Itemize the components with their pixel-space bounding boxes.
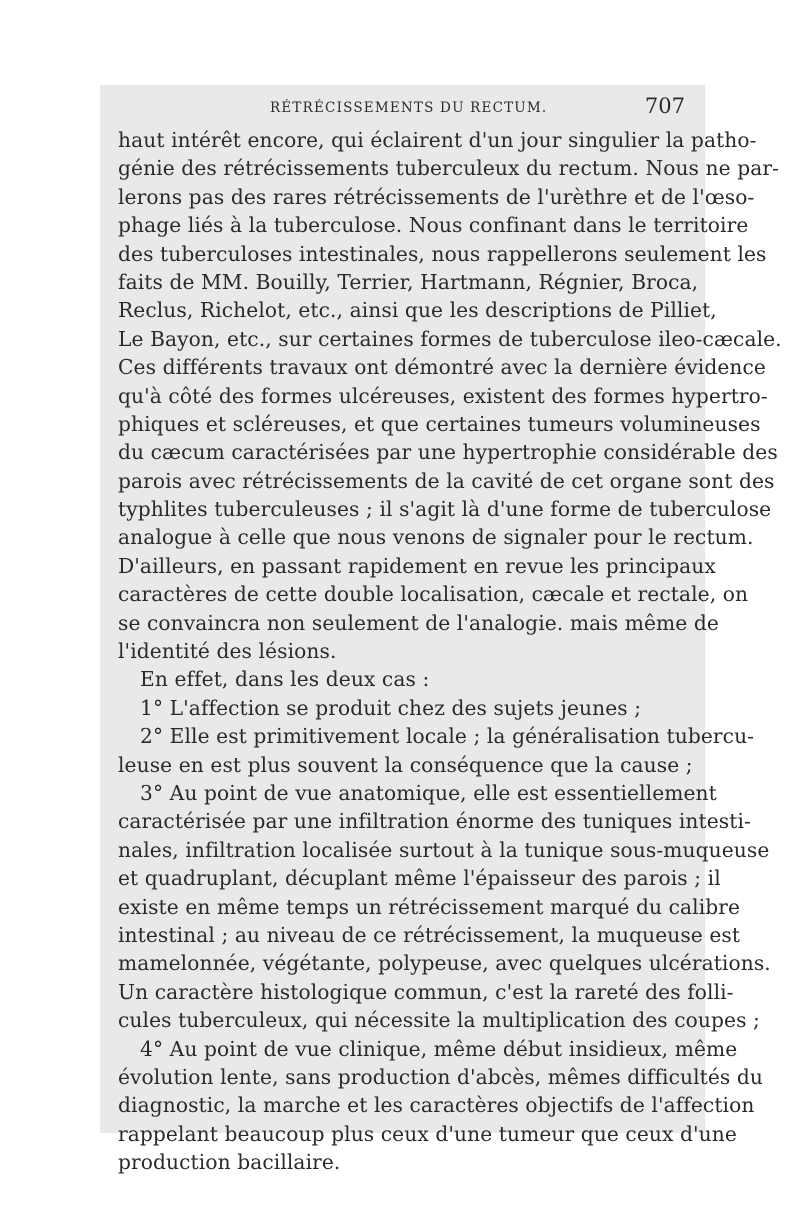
text-line: qu'à côté des formes ulcéreuses, existent des formes hypertro- xyxy=(118,383,768,408)
text-line: et quadruplant, décuplant même l'épaisseur des parois ; il xyxy=(118,866,721,891)
text-line: évolution lente, sans production d'abcès, mêmes difficultés du xyxy=(118,1064,764,1089)
page-number: 707 xyxy=(644,94,685,118)
text-line: existe en même temps un rétrécissement marqué du calibre xyxy=(118,894,741,919)
text-line: D'ailleurs, en passant rapidement en revue les principaux xyxy=(118,553,716,578)
text-line: caractérisée par une infiltration énorme des tuniques intesti- xyxy=(118,809,751,834)
text-line: rappelant beaucoup plus ceux d'une tumeur que ceux d'une xyxy=(118,1121,737,1146)
text-line: Le Bayon, etc., sur certaines formes de tuberculose ileo-cæcale. xyxy=(118,326,782,351)
text-line: cules tuberculeux, qui nécessite la multiplication des coupes ; xyxy=(118,1008,760,1033)
text-line: lerons pas des rares rétrécissements de l'urèthre et de l'œso- xyxy=(118,184,755,209)
running-title: RÉTRÉCISSEMENTS DU RECTUM. xyxy=(270,100,548,116)
page-header xyxy=(100,90,685,124)
text-line: nales, infiltration localisée surtout à la tunique sous-muqueuse xyxy=(118,837,770,862)
text-line: parois avec rétrécissements de la cavité de cet organe sont des xyxy=(118,468,775,493)
text-line: 3° Au point de vue anatomique, elle est essentiellement xyxy=(140,780,717,805)
text-line: Ces différents travaux ont démontré avec la dernière évidence xyxy=(118,355,766,380)
text-line: faits de MM. Bouilly, Terrier, Hartmann, Régnier, Broca, xyxy=(118,269,699,294)
text-line: intestinal ; au niveau de ce rétrécissement, la muqueuse est xyxy=(118,922,741,947)
text-line: leuse en est plus souvent la conséquence que la cause ; xyxy=(118,752,693,777)
text-line: 1° L'affection se produit chez des sujets jeunes ; xyxy=(140,695,642,720)
text-line: génie des rétrécissements tuberculeux du rectum. Nous ne par- xyxy=(118,156,780,181)
text-line: haut intérêt encore, qui éclairent d'un jour singulier la patho- xyxy=(118,128,757,152)
text-line: Reclus, Richelot, etc., ainsi que les descriptions de Pilliet, xyxy=(118,298,717,323)
text-line: Un caractère histologique commun, c'est la rareté des folli- xyxy=(118,979,734,1004)
text-line: phage liés à la tuberculose. Nous confinant dans le territoire xyxy=(118,213,749,238)
text-line: des tuberculoses intestinales, nous rappellerons seulement les xyxy=(118,241,767,266)
text-line: caractères de cette double localisation, cæcale et rectale, on xyxy=(118,582,749,607)
text-line: En effet, dans les deux cas : xyxy=(140,667,430,692)
text-line: 4° Au point de vue clinique, même début insidieux, même xyxy=(140,1036,738,1061)
text-line: se convaincra non seulement de l'analogie. mais même de xyxy=(118,610,719,635)
text-line: analogue à celle que nous venons de signaler pour le rectum. xyxy=(118,525,754,550)
text-line: mamelonnée, végétante, polypeuse, avec quelques ulcérations. xyxy=(118,951,771,976)
text-line: du cæcum caractérisées par une hypertrophie considérable des xyxy=(118,440,778,465)
text-line: 2° Elle est primitivement locale ; la généralisation tubercu- xyxy=(140,724,755,749)
text-line: production bacillaire. xyxy=(118,1150,341,1175)
text-line: l'identité des lésions. xyxy=(118,639,337,664)
body-text xyxy=(118,126,782,1176)
text-line: phiques et scléreuses, et que certaines tumeurs volumineuses xyxy=(118,411,761,436)
text-line: diagnostic, la marche et les caractères objectifs de l'affection xyxy=(118,1093,755,1118)
text-line: typhlites tuberculeuses ; il s'agit là d'une forme de tuberculose xyxy=(118,497,772,522)
